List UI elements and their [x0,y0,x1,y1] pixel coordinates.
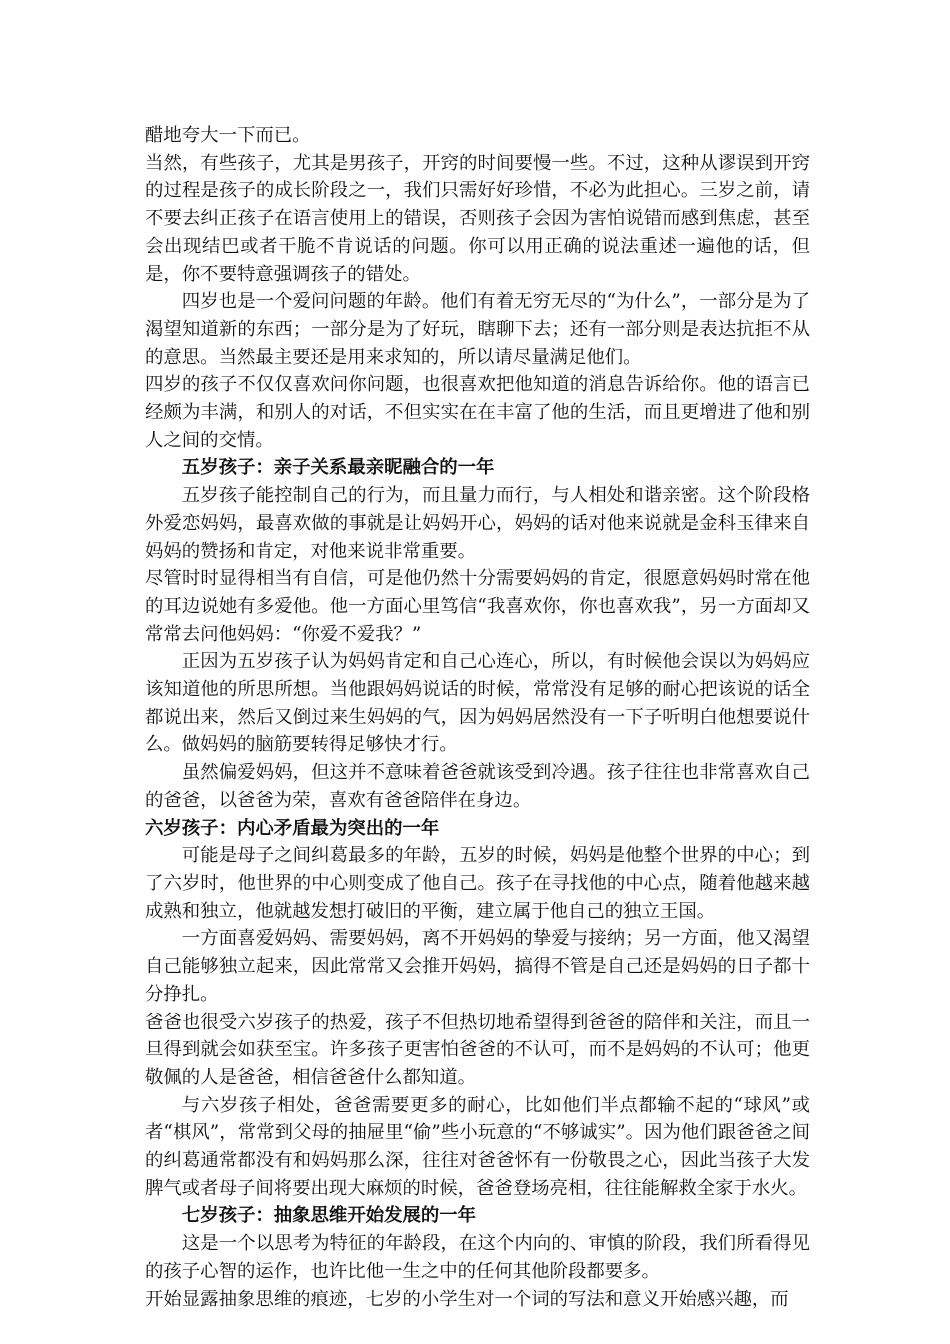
section-heading: 七岁孩子：抽象思维开始发展的一年 [181,1205,477,1227]
paragraph: 爸爸也很受六岁孩子的热爱，孩子不但热切地希望得到爸爸的陪伴和关注，而且一旦得到就会如获至宝。许多孩子更害怕爸爸的不认可，而不是妈妈的不认可；他更敬佩的人是爸爸，相信爸爸什么都知道。 [145,1011,810,1088]
paragraph: 尽管时时显得相当有自信，可是他仍然十分需要妈妈的肯定，很愿意妈妈时常在他的耳边说她有多爱他。他一方面心里笃信“我喜欢你，你也喜欢我”，另一方面却又常常去问他妈妈：“你爱不爱我？” [145,568,810,645]
paragraph: 虽然偏爱妈妈，但这并不意味着爸爸就该受到冷遇。孩子往往也非常喜欢自己的爸爸，以爸爸为荣，喜欢有爸爸陪伴在身边。 [145,762,810,811]
section-heading: 六岁孩子：内心矛盾最为突出的一年 [145,817,440,839]
paragraph: 四岁的孩子不仅仅喜欢问你问题，也很喜欢把他知道的消息告诉给你。他的语言已经颇为丰满，和别人的对话，不但实实在在丰富了他的生活，而且更增进了他和别人之间的交情。 [145,374,810,451]
paragraph: 这是一个以思考为特征的年龄段，在这个内向的、审慎的阶段，我们所看得见的孩子心智的运作，也许比他一生之中的任何其他阶段都要多。 [145,1233,810,1282]
paragraph: 正因为五岁孩子认为妈妈肯定和自己心连心，所以，有时候他会误以为妈妈应该知道他的所思所想。当他跟妈妈说话的时候，常常没有足够的耐心把该说的话全都说出来，然后又倒过来生妈妈的气，因为妈妈居然没有一下子听明白他想要说什么。做妈妈的脑筋要转得足够快才行。 [145,651,810,756]
paragraph: 醋地夸大一下而已。 [145,125,311,146]
paragraph: 一方面喜爱妈妈、需要妈妈，离不开妈妈的挚爱与接纳；另一方面，他又渴望自己能够独立起来，因此常常又会推开妈妈，搞得不管是自己还是妈妈的日子都十分挣扎。 [145,928,810,1005]
paragraph: 四岁也是一个爱问问题的年龄。他们有着无穷无尽的“为什么”，一部分是为了渴望知道新的东西；一部分是为了好玩，瞎聊下去；还有一部分则是表达抗拒不从的意思。当然最主要还是用来求知的，所以请尽量满足他们。 [145,291,810,368]
paragraph: 开始显露抽象思维的痕迹，七岁的小学生对一个词的写法和意义开始感兴趣，而 [145,1288,789,1310]
paragraph: 五岁孩子能控制自己的行为，而且量力而行，与人相处和谐亲密。这个阶段格外爱恋妈妈，最喜欢做的事就是让妈妈开心，妈妈的话对他来说就是金科玉律来自妈妈的赞扬和肯定，对他来说非常重要。 [145,485,810,562]
paragraph: 可能是母子之间纠葛最多的年龄，五岁的时候，妈妈是他整个世界的中心；到了六岁时，他世界的中心则变成了他自己。孩子在寻找他的中心点，随着他越来越成熟和独立，他就越发想打破旧的平衡，建立属于他自己的独立王国。 [145,845,810,922]
paragraph: 与六岁孩子相处，爸爸需要更多的耐心，比如他们半点都输不起的“球风”或者“棋风”，常常到父母的抽屉里“偷”些小玩意的“不够诚实”。因为他们跟爸爸之间的纠葛通常都没有和妈妈那么深，往往对爸爸怀有一份敬畏之心，因此当孩子大发脾气或者母子间将要出现大麻烦的时候，爸爸登场亮相，往往能解救全家于水火。 [145,1094,810,1199]
section-heading: 五岁孩子：亲子关系最亲昵融合的一年 [181,457,495,479]
paragraph: 当然，有些孩子，尤其是男孩子，开窍的时间要慢一些。不过，这种从谬误到开窍的过程是孩子的成长阶段之一，我们只需好好珍惜，不必为此担心。三岁之前，请不要去纠正孩子在语言使用上的错误，否则孩子会因为害怕说错而感到焦虑，甚至会出现结巴或者干脆不肯说话的问题。你可以用正确的说法重述一遍他的话，但是，你不要特意强调孩子的错处。 [145,152,810,285]
document-page [145,122,810,1313]
